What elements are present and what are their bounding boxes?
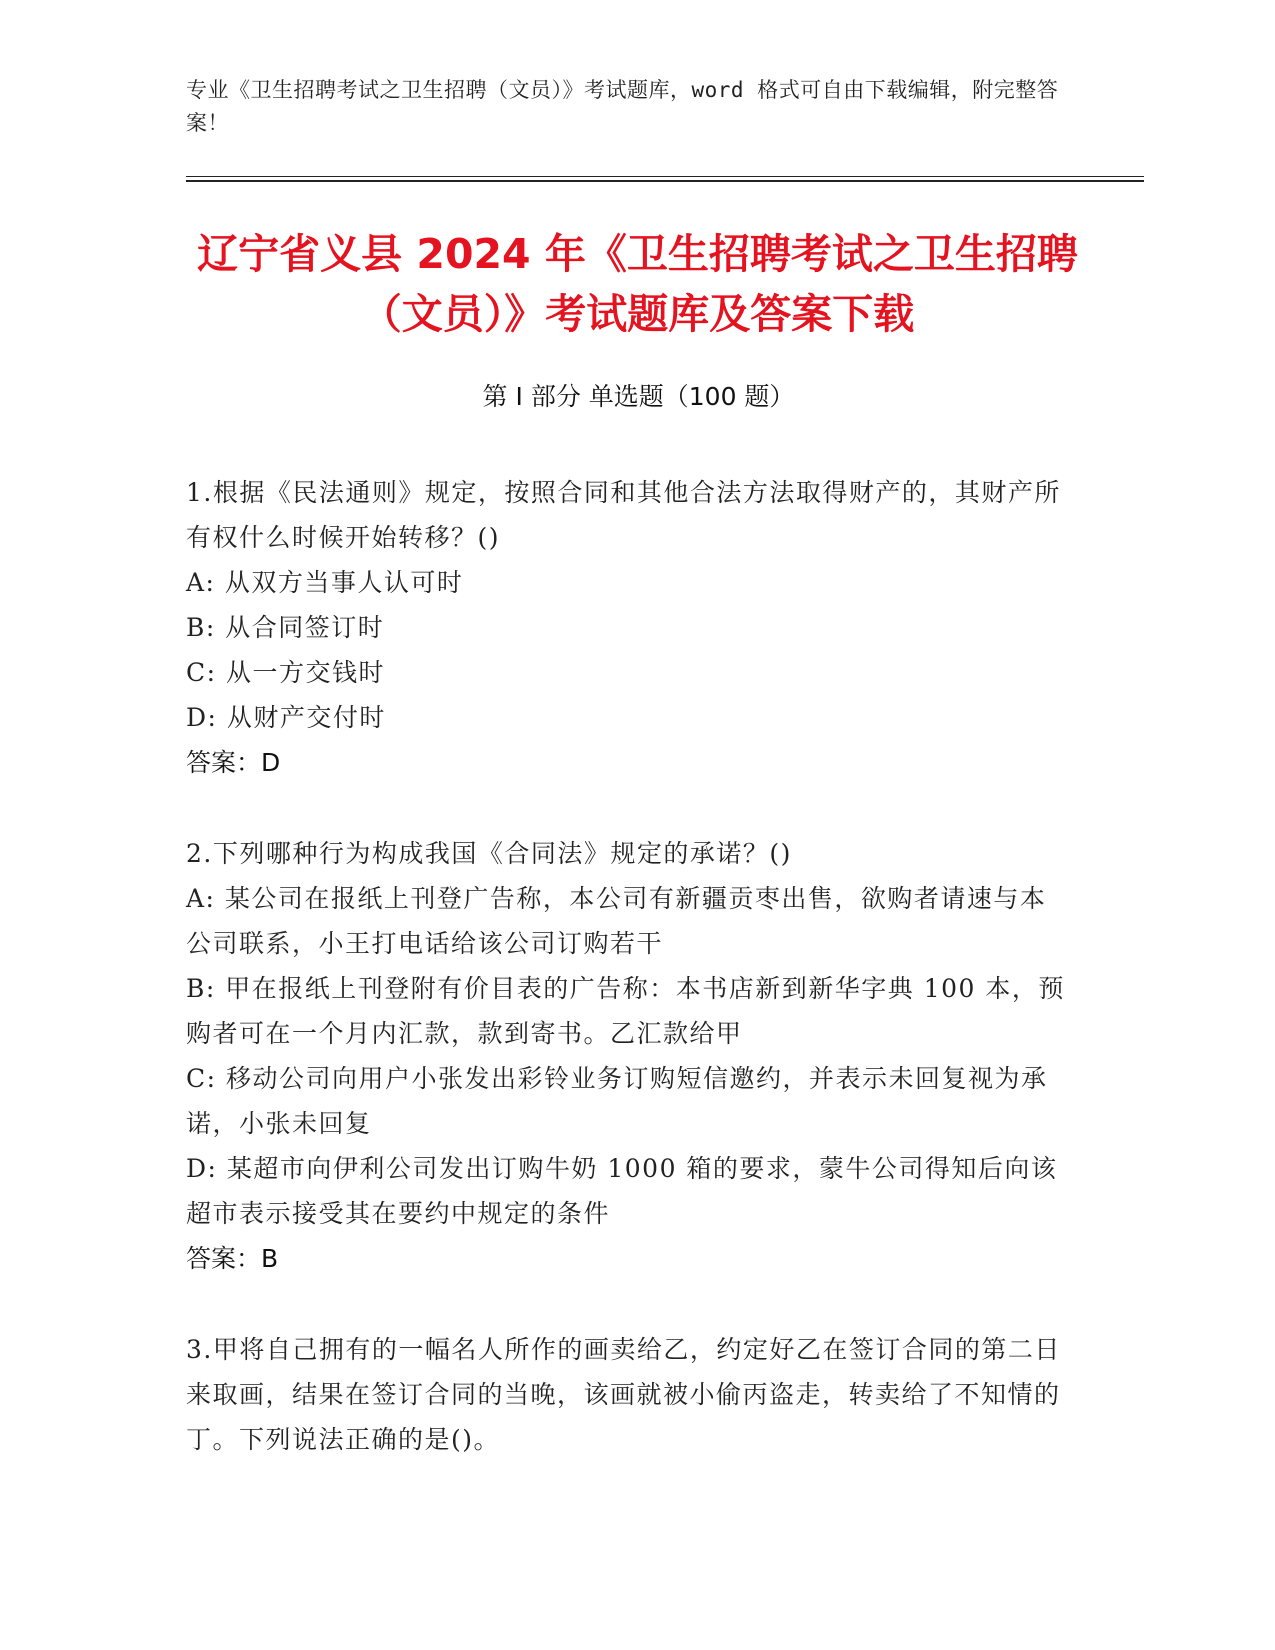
option-d: D: 某超市向伊利公司发出订购牛奶 1000 箱的要求，蒙牛公司得知后向该超市表示接受其在要约中规定的条件 [186,1154,1058,1228]
header-divider-thin [186,176,1144,177]
answer-line [186,1236,1066,1281]
answer-value: B [261,1244,279,1273]
question-3 [186,1327,1066,1462]
option-c: C: 从一方交钱时 [186,658,385,687]
answer-label: 答案： [186,748,262,777]
section-title: 第 I 部分 单选题（100 题） [482,382,795,411]
answer-value: D [261,748,281,777]
header-divider-thick [186,180,1144,182]
option-d: D: 从财产交付时 [186,703,386,732]
header-note: 专业《卫生招聘考试之卫生招聘（文员）》考试题库，word 格式可自由下载编辑，附完整答案！ [186,78,1059,135]
question-list [186,470,1066,1508]
option-b: B: 甲在报纸上刊登附有价目表的广告称：本书店新到新华字典 100 本，预购者可在一个月内汇款，款到寄书。乙汇款给甲 [186,974,1065,1048]
option-b: B: 从合同签订时 [186,613,385,642]
option-a: A: 某公司在报纸上刊登广告称，本公司有新疆贡枣出售，欲购者请速与本公司联系，小王打电话给该公司订购若干 [186,884,1047,958]
answer-line [186,740,1066,785]
option-a: A: 从双方当事人认可时 [186,568,464,597]
question-text: 3.甲将自己拥有的一幅名人所作的画卖给乙，约定好乙在签订合同的第二日来取画，结果在签订合同的当晚，该画就被小偷丙盗走，转卖给了不知情的丁。下列说法正确的是()。 [186,1335,1061,1454]
question-text: 1.根据《民法通则》规定，按照合同和其他合法方法取得财产的，其财产所有权什么时候开始转移？() [186,478,1061,552]
answer-label: 答案： [186,1244,262,1273]
question-2 [186,831,1066,1281]
document-title: 辽宁省义县 2024 年《卫生招聘考试之卫生招聘（文员）》考试题库及答案下载 [197,230,1078,338]
option-c: C: 移动公司向用户小张发出彩铃业务订购短信邀约，并表示未回复视为承诺，小张未回复 [186,1064,1048,1138]
question-text: 2.下列哪种行为构成我国《合同法》规定的承诺？() [186,839,792,868]
question-1 [186,470,1066,785]
